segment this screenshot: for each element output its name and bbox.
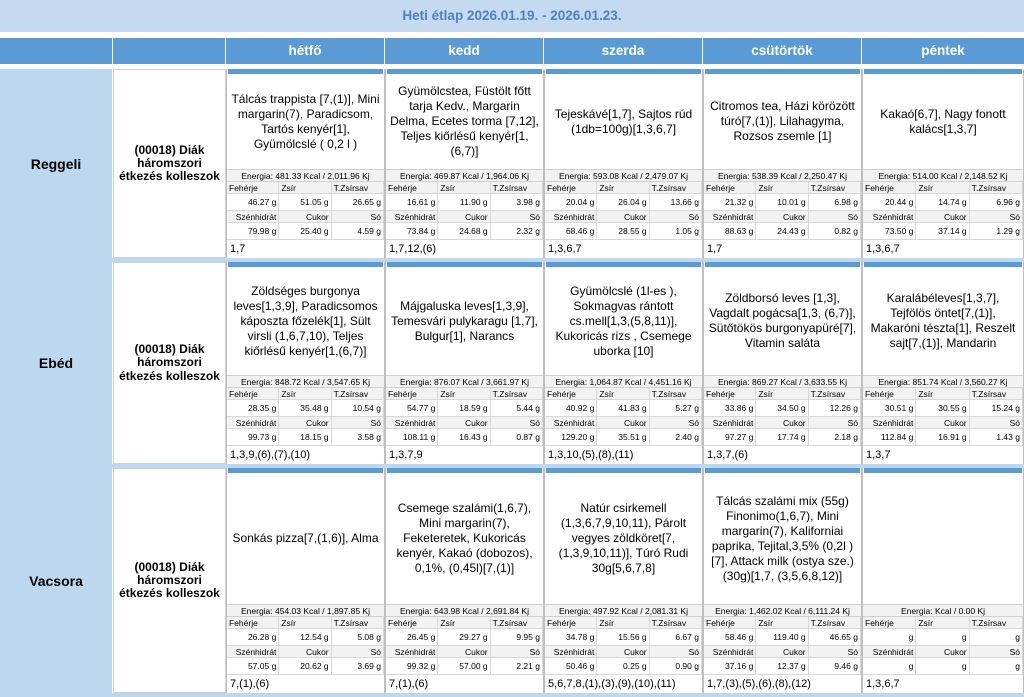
meal-separator <box>0 693 1024 697</box>
protein-value: 28.35 g <box>227 400 279 417</box>
sat-fat-label: T.Zsírsav <box>970 617 1023 629</box>
sugar-label: Cukor <box>597 211 649 223</box>
sugar-value: 57.00 g <box>438 658 490 675</box>
allergen-codes: 1,7 <box>707 243 723 255</box>
menu-items: Karalábéleves[1,3,7], Tejfölös öntet[7,(1)], Makaróni tészta[1], Reszelt sajt[7,(1)], Mandarin <box>870 291 1016 350</box>
allergen-codes: 1,3,7,9 <box>389 449 423 461</box>
sat-fat-value: 13.66 g <box>650 194 702 211</box>
day-header-thursday: csütörtök <box>703 38 862 64</box>
protein-label: Fehérje <box>386 617 438 629</box>
salt-value: 0.82 g <box>809 223 861 240</box>
carb-value: 73.50 g <box>863 223 916 240</box>
day-cell-tuesday <box>385 262 544 464</box>
menu-items: Sonkás pizza[7,(1,6)], Alma <box>232 531 379 545</box>
sugar-value: 24.43 g <box>756 223 808 240</box>
carb-label: Szénhidrát <box>704 646 756 658</box>
fat-value: g <box>916 629 969 646</box>
sugar-value: 17.74 g <box>756 429 808 446</box>
energy-value: Energia: 469.87 Kcal / 1,964.06 Kj <box>386 169 543 182</box>
fat-value: 26.04 g <box>597 194 649 211</box>
sat-fat-label: T.Zsírsav <box>809 182 861 194</box>
salt-value: 0.90 g <box>650 658 702 675</box>
header-blank-category <box>113 38 226 64</box>
fat-value: 34.50 g <box>756 400 808 417</box>
fat-value: 35.48 g <box>279 400 331 417</box>
sugar-value: 20.62 g <box>279 658 331 675</box>
nutrition-grid <box>704 388 861 446</box>
sugar-value: 18.15 g <box>279 429 331 446</box>
protein-label: Fehérje <box>545 617 597 629</box>
sat-fat-value: 10.54 g <box>332 400 384 417</box>
allergen-codes: 1,7,12,(6) <box>389 243 437 255</box>
allergen-codes: 1,3,9,(6),(7),(10) <box>230 449 311 461</box>
carb-value: 79.98 g <box>227 223 279 240</box>
sugar-value: 16.91 g <box>916 429 969 446</box>
sugar-label: Cukor <box>279 417 331 429</box>
energy-value: Energia: 1,462.02 Kcal / 6,111.24 Kj <box>704 604 861 617</box>
day-cell-monday <box>226 262 385 464</box>
protein-value: 20.44 g <box>863 194 916 211</box>
carb-value: 112.84 g <box>863 429 916 446</box>
nutrition-grid <box>863 182 1023 240</box>
menu-items: Tálcás szalámi mix (55g) Finonimo(1,6,7), Mini margarin(7), Kaliforniai paprika, Tejital,3,5% (0,2l )[7], Attack milk (ostya sze.)(30g)[1,7, (3,5,6,8,12)] <box>711 493 854 583</box>
protein-value: 34.78 g <box>545 629 597 646</box>
nutrition-grid <box>227 388 384 446</box>
menu-items: Gyümölcslé (1l-es ), Sokmagvas rántott cs.mell[1,3,(5,8,11)], Kukoricás rizs , Csemege uborka [10] <box>555 283 692 358</box>
menu-items: Tejeskávé[1,7], Sajtos rúd (1db=100g)[1,3,6,7] <box>554 106 693 136</box>
fat-value: 10.01 g <box>756 194 808 211</box>
nutrition-grid <box>386 182 543 240</box>
meal-name: Ebéd <box>0 262 113 464</box>
carb-label: Szénhidrát <box>863 417 916 429</box>
protein-label: Fehérje <box>545 388 597 400</box>
sugar-value: 28.55 g <box>597 223 649 240</box>
protein-label: Fehérje <box>545 182 597 194</box>
fat-label: Zsír <box>597 388 649 400</box>
energy-value: Energia: Kcal / 0.00 Kj <box>863 604 1023 617</box>
sugar-label: Cukor <box>916 417 969 429</box>
carb-value: 97.27 g <box>704 429 756 446</box>
protein-value: 21.32 g <box>704 194 756 211</box>
salt-label: Só <box>809 211 861 223</box>
sugar-value: 0.25 g <box>597 658 649 675</box>
day-cell-friday <box>862 69 1024 258</box>
day-cell-wednesday <box>544 468 703 693</box>
sat-fat-label: T.Zsírsav <box>650 182 702 194</box>
fat-label: Zsír <box>756 182 808 194</box>
day-cell-friday <box>862 468 1024 693</box>
carb-value: 37.16 g <box>704 658 756 675</box>
allergen-codes: 1,3,6,7 <box>866 678 900 690</box>
salt-label: Só <box>970 646 1023 658</box>
salt-value: 1.29 g <box>970 223 1023 240</box>
menu-items: Citromos tea, Házi körözött túró[7,(1)], Lilahagyma, Rozsos zsemle [1] <box>710 99 855 143</box>
meal-name: Reggeli <box>0 69 113 258</box>
menu-items: Gyümölcstea, Füstölt főtt tarja Kedv., Margarin Delma, Ecetes torma [7,12], Teljes kiőrlésű kenyér[1,(6,7)] <box>390 84 539 158</box>
meal-name: Vacsora <box>0 468 113 693</box>
sugar-value: 37.14 g <box>916 223 969 240</box>
salt-label: Só <box>970 211 1023 223</box>
protein-label: Fehérje <box>227 617 279 629</box>
carb-value: 50.46 g <box>545 658 597 675</box>
sugar-value: 35.51 g <box>597 429 649 446</box>
carb-value: 129.20 g <box>545 429 597 446</box>
nutrition-grid <box>545 182 702 240</box>
salt-value: 2.32 g <box>491 223 543 240</box>
sat-fat-value: 26.65 g <box>332 194 384 211</box>
sat-fat-label: T.Zsírsav <box>332 617 384 629</box>
sugar-label: Cukor <box>438 417 490 429</box>
meal-category: (00018) Diák háromszori étkezés kolleszok <box>113 468 226 693</box>
protein-label: Fehérje <box>227 182 279 194</box>
page-title: Heti étlap 2026.01.19. - 2026.01.23. <box>0 0 1024 32</box>
nutrition-grid <box>386 388 543 446</box>
protein-value: 26.45 g <box>386 629 438 646</box>
carb-label: Szénhidrát <box>386 211 438 223</box>
salt-label: Só <box>809 646 861 658</box>
day-header-monday: hétfő <box>226 38 385 64</box>
sugar-label: Cukor <box>756 646 808 658</box>
meal-row <box>0 468 1024 693</box>
fat-label: Zsír <box>756 617 808 629</box>
meal-category: (00018) Diák háromszori étkezés kolleszok <box>113 69 226 258</box>
day-header-wednesday: szerda <box>544 38 703 64</box>
fat-value: 119.40 g <box>756 629 808 646</box>
carb-label: Szénhidrát <box>704 417 756 429</box>
fat-value: 15.56 g <box>597 629 649 646</box>
protein-value: 33.86 g <box>704 400 756 417</box>
carb-label: Szénhidrát <box>545 211 597 223</box>
carb-value: 57.05 g <box>227 658 279 675</box>
fat-value: 29.27 g <box>438 629 490 646</box>
carb-value: 68.46 g <box>545 223 597 240</box>
nutrition-grid <box>386 617 543 675</box>
sugar-label: Cukor <box>916 646 969 658</box>
salt-value: 1.05 g <box>650 223 702 240</box>
fat-value: 18.59 g <box>438 400 490 417</box>
fat-value: 30.55 g <box>916 400 969 417</box>
allergen-codes: 1,3,10,(5),(8),(11) <box>548 449 634 461</box>
salt-label: Só <box>650 646 702 658</box>
allergen-codes: 7,(1),(6) <box>230 678 270 690</box>
protein-value: 30.51 g <box>863 400 916 417</box>
menu-items: Natúr csirkemell (1,3,6,7,9,10,11), Párolt vegyes zöldköret[7, (1,3,9,10,11)], Túró Rudi 30g[5,6,7,8] <box>558 501 689 575</box>
sat-fat-label: T.Zsírsav <box>809 617 861 629</box>
sugar-label: Cukor <box>279 211 331 223</box>
fat-label: Zsír <box>438 182 490 194</box>
carb-label: Szénhidrát <box>545 646 597 658</box>
protein-label: Fehérje <box>227 388 279 400</box>
carb-label: Szénhidrát <box>545 417 597 429</box>
carb-label: Szénhidrát <box>227 646 279 658</box>
protein-label: Fehérje <box>386 388 438 400</box>
salt-value: 3.58 g <box>332 429 384 446</box>
salt-value: 2.40 g <box>650 429 702 446</box>
sat-fat-value: 9.95 g <box>491 629 543 646</box>
sat-fat-value: 5.27 g <box>650 400 702 417</box>
sat-fat-value: 6.67 g <box>650 629 702 646</box>
protein-label: Fehérje <box>386 182 438 194</box>
carb-value: 108.11 g <box>386 429 438 446</box>
fat-label: Zsír <box>279 388 331 400</box>
sugar-label: Cukor <box>756 417 808 429</box>
protein-label: Fehérje <box>863 617 916 629</box>
sugar-value: 16.43 g <box>438 429 490 446</box>
carb-value: 73.84 g <box>386 223 438 240</box>
sat-fat-label: T.Zsírsav <box>491 182 543 194</box>
sat-fat-value: 15.24 g <box>970 400 1023 417</box>
sugar-label: Cukor <box>756 211 808 223</box>
sat-fat-value: 6.96 g <box>970 194 1023 211</box>
day-cell-monday <box>226 69 385 258</box>
day-cell-wednesday <box>544 262 703 464</box>
protein-value: 20.04 g <box>545 194 597 211</box>
sat-fat-value: 5.44 g <box>491 400 543 417</box>
energy-value: Energia: 454.03 Kcal / 1,897.85 Kj <box>227 604 384 617</box>
sugar-label: Cukor <box>597 646 649 658</box>
nutrition-grid <box>863 388 1023 446</box>
protein-label: Fehérje <box>704 388 756 400</box>
day-cell-thursday <box>703 262 862 464</box>
carb-value: 88.63 g <box>704 223 756 240</box>
carb-label: Szénhidrát <box>863 211 916 223</box>
fat-value: 14.74 g <box>916 194 969 211</box>
energy-value: Energia: 514.00 Kcal / 2,148.52 Kj <box>863 169 1023 182</box>
protein-value: 26.28 g <box>227 629 279 646</box>
sugar-label: Cukor <box>597 417 649 429</box>
allergen-codes: 1,3,6,7 <box>548 243 582 255</box>
protein-value: 54.77 g <box>386 400 438 417</box>
sat-fat-label: T.Zsírsav <box>332 182 384 194</box>
protein-value: g <box>863 629 916 646</box>
salt-label: Só <box>650 417 702 429</box>
protein-value: 46.27 g <box>227 194 279 211</box>
nutrition-grid <box>227 182 384 240</box>
day-cell-wednesday <box>544 69 703 258</box>
day-cell-tuesday <box>385 468 544 693</box>
header-blank-meal <box>0 38 113 64</box>
fat-value: 12.54 g <box>279 629 331 646</box>
salt-value: 1.43 g <box>970 429 1023 446</box>
salt-value: 4.59 g <box>332 223 384 240</box>
protein-label: Fehérje <box>863 388 916 400</box>
energy-value: Energia: 643.98 Kcal / 2,691.84 Kj <box>386 604 543 617</box>
sugar-label: Cukor <box>279 646 331 658</box>
salt-label: Só <box>650 211 702 223</box>
sat-fat-value: 46.65 g <box>809 629 861 646</box>
carb-label: Szénhidrát <box>386 646 438 658</box>
sugar-label: Cukor <box>438 211 490 223</box>
sat-fat-value: 5.08 g <box>332 629 384 646</box>
allergen-codes: 1,3,6,7 <box>866 243 900 255</box>
fat-label: Zsír <box>756 388 808 400</box>
fat-label: Zsír <box>438 617 490 629</box>
day-cell-tuesday <box>385 69 544 258</box>
nutrition-grid <box>545 617 702 675</box>
energy-value: Energia: 481.33 Kcal / 2,011.96 Kj <box>227 169 384 182</box>
salt-value: 0.87 g <box>491 429 543 446</box>
nutrition-grid <box>704 617 861 675</box>
allergen-codes: 1,7 <box>230 243 246 255</box>
carb-value: 99.73 g <box>227 429 279 446</box>
salt-label: Só <box>491 211 543 223</box>
allergen-codes: 1,7,(3),(5),(6),(8),(12) <box>707 678 811 690</box>
allergen-codes: 5,6,7,8,(1),(3),(9),(10),(11) <box>548 678 676 690</box>
day-cell-thursday <box>703 468 862 693</box>
menu-items: Csemege szalámi(1,6,7), Mini margarin(7), Feketeretek, Kukoricás kenyér, Kakaó (dobozos), 0,1%, (0,45l)[7,(1)] <box>396 501 533 575</box>
sat-fat-label: T.Zsírsav <box>650 617 702 629</box>
energy-value: Energia: 851.74 Kcal / 3,560.27 Kj <box>863 375 1023 388</box>
salt-label: Só <box>491 646 543 658</box>
sat-fat-label: T.Zsírsav <box>491 388 543 400</box>
energy-value: Energia: 848.72 Kcal / 3,547.65 Kj <box>227 375 384 388</box>
menu-items <box>863 473 1023 604</box>
menu-items: Kakaó[6,7], Nagy fonott kalács[1,3,7] <box>880 106 1006 136</box>
carb-label: Szénhidrát <box>863 646 916 658</box>
carb-label: Szénhidrát <box>227 417 279 429</box>
sugar-value: 24.68 g <box>438 223 490 240</box>
energy-value: Energia: 876.07 Kcal / 3,661.97 Kj <box>386 375 543 388</box>
sat-fat-label: T.Zsírsav <box>809 388 861 400</box>
carb-label: Szénhidrát <box>227 211 279 223</box>
meal-row <box>0 262 1024 464</box>
sugar-label: Cukor <box>438 646 490 658</box>
protein-value: 58.46 g <box>704 629 756 646</box>
fat-label: Zsír <box>438 388 490 400</box>
sat-fat-label: T.Zsírsav <box>332 388 384 400</box>
nutrition-grid <box>863 617 1023 675</box>
sat-fat-label: T.Zsírsav <box>970 182 1023 194</box>
energy-value: Energia: 869.27 Kcal / 3,633.55 Kj <box>704 375 861 388</box>
sat-fat-value: 12.26 g <box>809 400 861 417</box>
day-cell-monday <box>226 468 385 693</box>
sat-fat-label: T.Zsírsav <box>491 617 543 629</box>
protein-value: 16.61 g <box>386 194 438 211</box>
sugar-label: Cukor <box>916 211 969 223</box>
day-header-row <box>0 38 1024 64</box>
salt-value: 3.69 g <box>332 658 384 675</box>
sat-fat-label: T.Zsírsav <box>970 388 1023 400</box>
allergen-codes: 1,3,7,(6) <box>707 449 748 461</box>
fat-label: Zsír <box>279 617 331 629</box>
salt-label: Só <box>970 417 1023 429</box>
fat-value: 11.90 g <box>438 194 490 211</box>
fat-label: Zsír <box>916 388 969 400</box>
protein-label: Fehérje <box>704 617 756 629</box>
nutrition-grid <box>704 182 861 240</box>
day-cell-thursday <box>703 69 862 258</box>
salt-value: 2.21 g <box>491 658 543 675</box>
meal-row <box>0 69 1024 258</box>
allergen-codes: 7,(1),(6) <box>389 678 429 690</box>
sugar-value: g <box>916 658 969 675</box>
day-header-tuesday: kedd <box>385 38 544 64</box>
menu-items: Zöldséges burgonya leves[1,3,9], Paradicsomos káposzta főzelék[1], Sült virsli (1,6,7,10), Teljes kiőrlésű kenyér[1,(6,7)] <box>233 283 378 358</box>
fat-label: Zsír <box>916 182 969 194</box>
fat-label: Zsír <box>597 182 649 194</box>
carb-value: 99.32 g <box>386 658 438 675</box>
fat-value: 51.05 g <box>279 194 331 211</box>
salt-label: Só <box>332 646 384 658</box>
fat-label: Zsír <box>916 617 969 629</box>
sat-fat-value: 6.98 g <box>809 194 861 211</box>
salt-value: 9.46 g <box>809 658 861 675</box>
salt-label: Só <box>332 211 384 223</box>
sat-fat-value: g <box>970 629 1023 646</box>
day-header-friday: péntek <box>862 38 1024 64</box>
day-cell-friday <box>862 262 1024 464</box>
salt-value: 2.18 g <box>809 429 861 446</box>
allergen-codes: 1,3,7 <box>866 449 891 461</box>
nutrition-grid <box>545 388 702 446</box>
carb-label: Szénhidrát <box>386 417 438 429</box>
salt-label: Só <box>332 417 384 429</box>
fat-label: Zsír <box>279 182 331 194</box>
menu-items: Májgaluska leves[1,3,9], Temesvári pulykaragu [1,7], Bulgur[1], Narancs <box>391 298 538 343</box>
sat-fat-value: 3.98 g <box>491 194 543 211</box>
salt-label: Só <box>809 417 861 429</box>
carb-value: g <box>863 658 916 675</box>
protein-value: 40.92 g <box>545 400 597 417</box>
sugar-value: 25.40 g <box>279 223 331 240</box>
menu-items: Zöldborsó leves [1,3], Vagdalt pogácsa[1,3, (6,7)], Sütőtökös burgonyapüré[7], Vitamin saláta <box>708 291 857 350</box>
energy-value: Energia: 593.08 Kcal / 2,479.07 Kj <box>545 169 702 182</box>
energy-value: Energia: 497.92 Kcal / 2,081.31 Kj <box>545 604 702 617</box>
meal-category: (00018) Diák háromszori étkezés kolleszok <box>113 262 226 464</box>
protein-label: Fehérje <box>863 182 916 194</box>
sat-fat-label: T.Zsírsav <box>650 388 702 400</box>
fat-value: 41.83 g <box>597 400 649 417</box>
salt-label: Só <box>491 417 543 429</box>
salt-value: g <box>970 658 1023 675</box>
carb-label: Szénhidrát <box>704 211 756 223</box>
energy-value: Energia: 1,064.87 Kcal / 4,451.16 Kj <box>545 375 702 388</box>
menu-items: Tálcás trappista [7,(1)], Mini margarin(7), Paradicsom, Tartós kenyér[1], Gyümölcslé ( 0,2 l ) <box>231 91 380 151</box>
sugar-value: 12.37 g <box>756 658 808 675</box>
fat-label: Zsír <box>597 617 649 629</box>
nutrition-grid <box>227 617 384 675</box>
protein-label: Fehérje <box>704 182 756 194</box>
energy-value: Energia: 538.39 Kcal / 2,250.47 Kj <box>704 169 861 182</box>
